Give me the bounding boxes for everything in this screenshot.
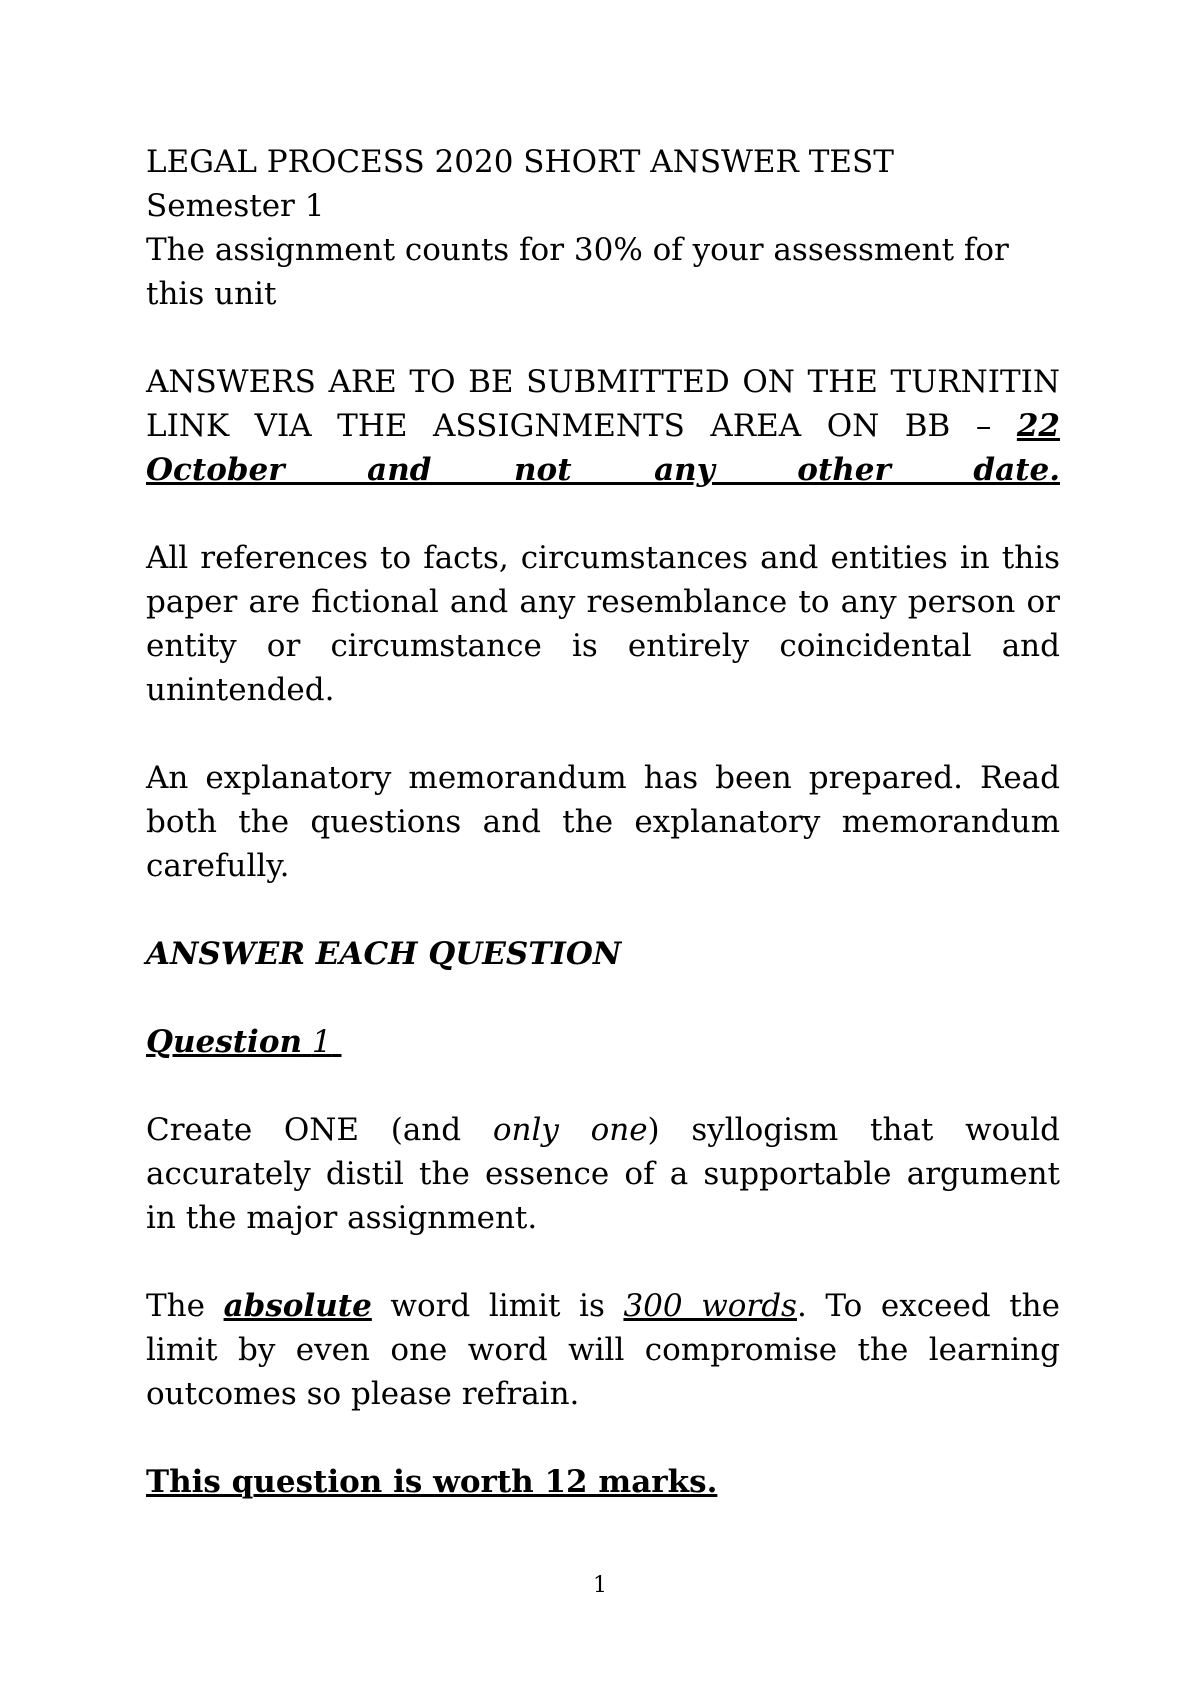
document-body (146, 140, 1060, 1504)
answer-instruction: ANSWER EACH QUESTION (146, 936, 622, 972)
memorandum-note: An explanatory memorandum has been prepared. Read both the questions and the explanatory memorandum carefully. (146, 760, 1060, 884)
weighting-note: The assignment counts for 30% of your assessment for this unit (146, 232, 1009, 312)
word-limit-paragraph (146, 1284, 1060, 1416)
document-title: LEGAL PROCESS 2020 SHORT ANSWER TEST (146, 144, 894, 180)
prompt-emphasis: only one (492, 1112, 648, 1148)
submission-instructions (146, 360, 1060, 492)
limit-emphasis: absolute (223, 1288, 372, 1324)
page-number: 1 (593, 1573, 607, 1598)
question-prompt (146, 1108, 1060, 1240)
prompt-text-start: Create ONE (and (146, 1112, 493, 1148)
marks-statement: This question is worth 12 marks. (146, 1464, 718, 1500)
question-heading (146, 1020, 1060, 1064)
question-label: Question (146, 1024, 303, 1060)
semester-label: Semester 1 (146, 188, 325, 224)
limit-text-start: The (146, 1288, 224, 1324)
question-number: 1 (311, 1024, 332, 1060)
word-limit-value: 300 words (623, 1288, 797, 1324)
prompt-text-end: ) syllogism that would accurately distil the essence of a supportable argument in the major assignment. (146, 1112, 1060, 1236)
limit-text-end: . To exceed the limit by even one word will compromise the learning outcomes so please refrain. (146, 1288, 1060, 1412)
disclaimer-paragraph: All references to facts, circumstances and entities in this paper are fictional and any resemblance to any person or entity or circumstance is entirely coincidental and unintended. (146, 540, 1060, 708)
submission-text: ANSWERS ARE TO BE SUBMITTED ON THE TURNITIN LINK VIA THE ASSIGNMENTS AREA ON BB – (146, 364, 1060, 444)
submission-deadline: 22 October and not any other date. (146, 408, 1060, 488)
limit-text-mid: word limit is (371, 1288, 624, 1324)
